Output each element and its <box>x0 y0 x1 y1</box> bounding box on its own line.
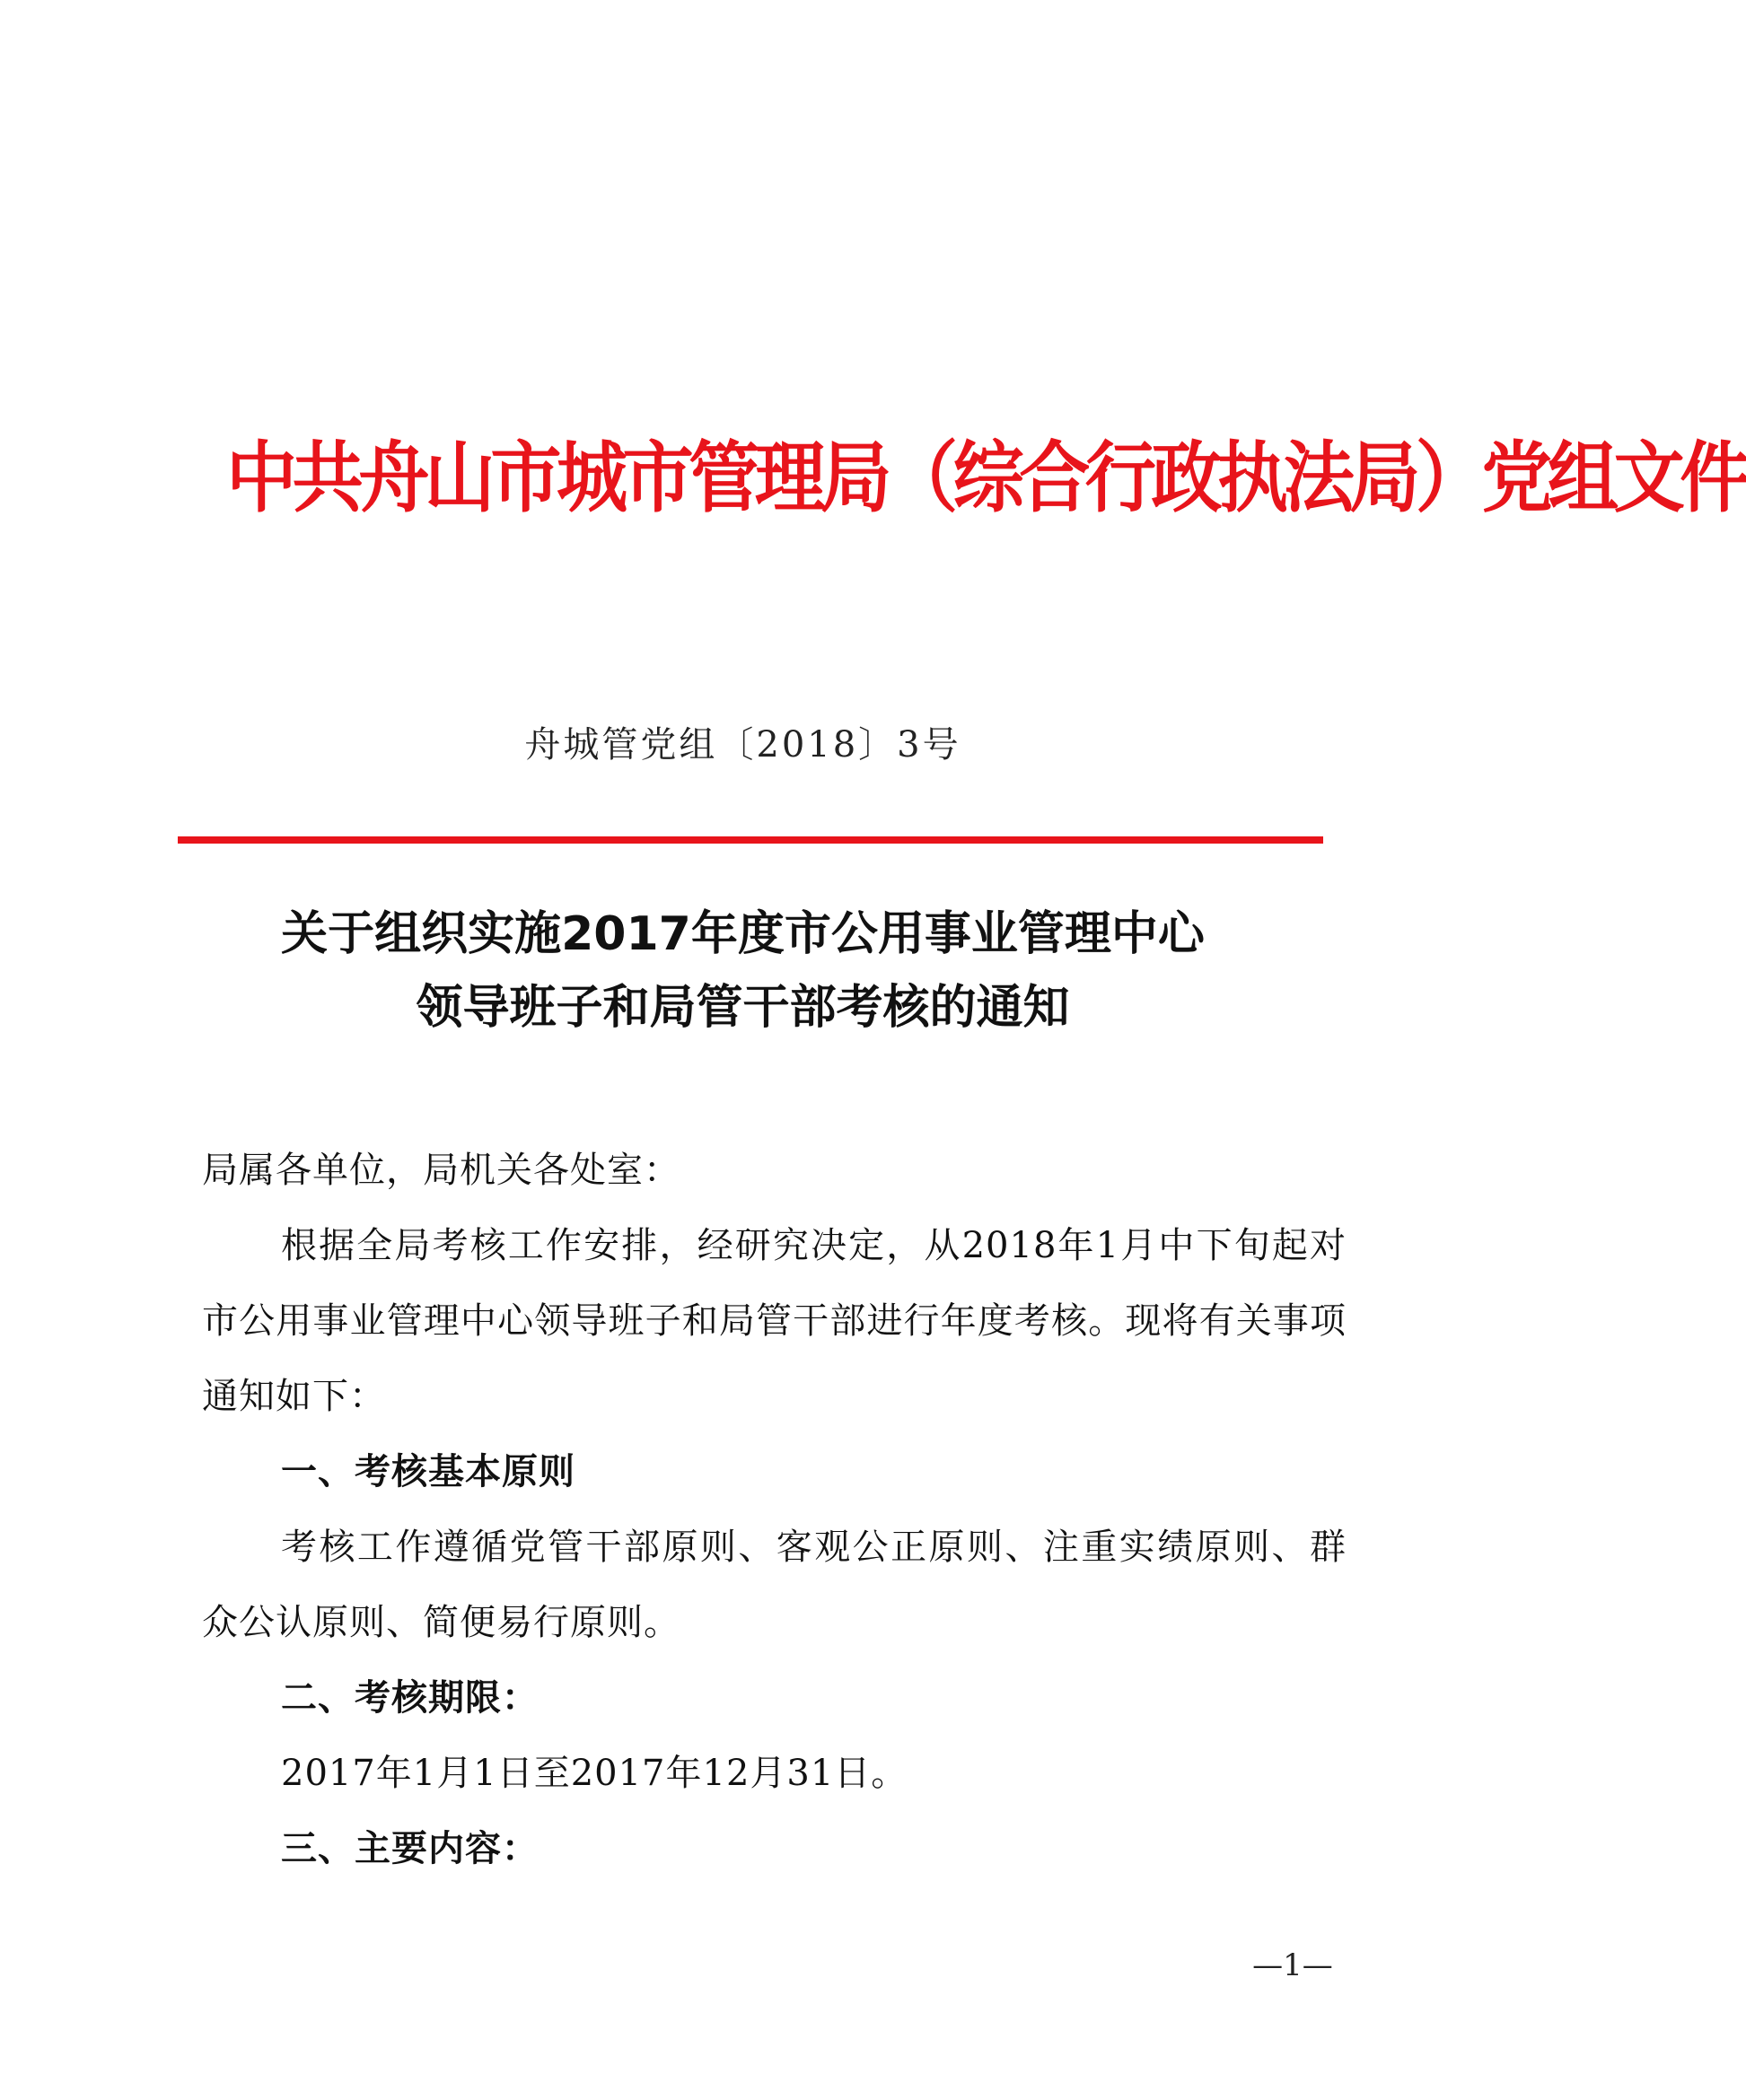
salutation: 局属各单位，局机关各处室： <box>202 1150 680 1191</box>
page-number: —1— <box>1252 1947 1333 1983</box>
notice-title-line-2: 领导班子和局管干部考核的通知 <box>416 981 1070 1035</box>
section-3-heading: 三、主要内容： <box>281 1828 539 1869</box>
section-1-text: 考核工作遵循党管干部原则、客观公正原则、注重实绩原则、群众公认原则、简便易行原则。 <box>202 1527 1347 1643</box>
document-number: 舟城管党组〔2018〕3号 <box>524 724 961 766</box>
masthead-title: 中共舟山市城市管理局（综合行政执法局）党组文件 <box>226 433 1746 523</box>
intro-paragraph: 根据全局考核工作安排，经研究决定，从2018年1月中下旬起对市公用事业管理中心领导班子和局管干部进行年度考核。现将有关事项通知如下： <box>202 1225 1347 1417</box>
section-2-text: 2017年1月1日至2017年12月31日。 <box>281 1753 908 1794</box>
red-divider-line <box>178 836 1323 844</box>
section-2-heading: 二、考核期限： <box>281 1677 539 1719</box>
document-body <box>202 1133 1347 1886</box>
notice-title-line-1: 关于组织实施2017年度市公用事业管理中心 <box>281 907 1205 961</box>
notice-title <box>0 897 1486 1045</box>
section-1-heading: 一、考核基本原则 <box>281 1451 575 1492</box>
